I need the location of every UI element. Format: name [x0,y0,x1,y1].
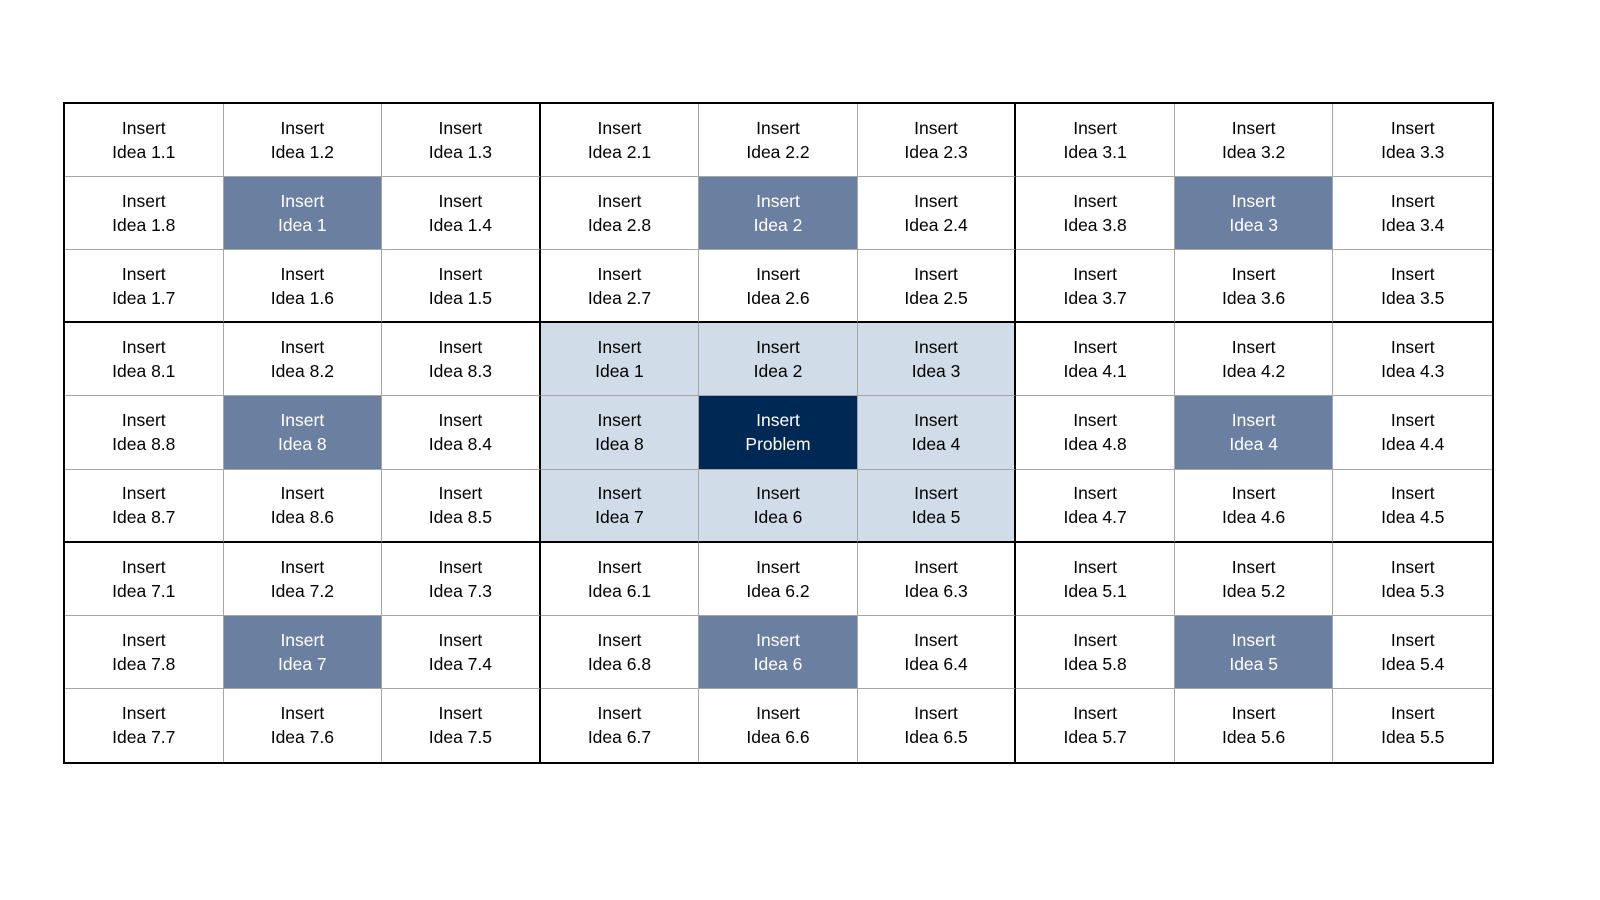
sub-idea-cell[interactable] [224,470,383,543]
sub-idea-cell[interactable] [858,104,1017,177]
sub-idea-cell[interactable] [699,250,858,323]
cell-label-line1: Insert [1231,337,1276,358]
cell-label-line2: Idea 8.8 [112,434,176,455]
cell-label-line2: Idea 4.4 [1381,434,1445,455]
cell-label-line1: Insert [438,118,483,139]
cell-label-line1: Insert [597,410,642,431]
cell-label-line1: Insert [597,629,642,650]
center-idea-cell[interactable] [858,470,1017,543]
cell-label-line2: Idea 6 [753,507,803,528]
cell-label-line1: Insert [1073,410,1117,431]
cell-label-line1: Insert [597,263,642,284]
main-idea-cell[interactable] [699,616,858,689]
cell-label-line1: Insert [756,263,800,284]
sub-idea-cell[interactable] [1333,470,1492,543]
cell-label-line1: Insert [1231,483,1276,504]
main-idea-cell[interactable] [1175,177,1334,250]
cell-label-line1: Insert [914,410,958,431]
cell-label-line1: Insert [121,556,166,577]
cell-label-line1: Insert [914,263,958,284]
cell-label-line2: Idea 6.6 [746,727,810,748]
cell-label-line1: Insert [1231,703,1276,724]
cell-label-line1: Insert [438,410,483,431]
cell-label-line1: Insert [438,629,483,650]
sub-idea-cell[interactable] [1333,323,1492,396]
cell-label-line2: Idea 3.4 [1381,215,1445,236]
cell-label-line1: Insert [1231,191,1276,212]
cell-label-line1: Insert [280,337,325,358]
cell-label-line2: Idea 1.8 [112,215,176,236]
cell-label-line1: Insert [280,118,325,139]
cell-label-line2: Idea 3 [911,361,961,382]
cell-label-line1: Insert [1390,629,1435,650]
cell-label-line1: Insert [121,263,166,284]
cell-label-line1: Insert [1390,483,1435,504]
center-idea-cell[interactable] [699,323,858,396]
sub-idea-cell[interactable] [65,616,224,689]
cell-label-line1: Insert [280,629,325,650]
cell-label-line1: Insert [1231,629,1276,650]
cell-label-line1: Insert [1390,118,1435,139]
cell-label-line1: Insert [280,263,325,284]
cell-label-line2: Idea 8.6 [270,507,334,528]
main-idea-cell[interactable] [224,396,383,469]
sub-idea-cell[interactable] [65,543,224,616]
cell-label-line2: Idea 2.3 [904,142,968,163]
cell-label-line2: Idea 4.1 [1063,361,1127,382]
cell-label-line1: Insert [914,118,958,139]
sub-idea-cell[interactable] [1333,250,1492,323]
cell-label-line1: Insert [438,556,483,577]
cell-label-line2: Idea 2.4 [904,215,968,236]
sub-idea-cell[interactable] [541,689,700,762]
cell-label-line1: Insert [1390,263,1435,284]
cell-label-line1: Insert [280,556,325,577]
cell-label-line2: Idea 4.2 [1222,361,1286,382]
sub-idea-cell[interactable] [65,470,224,543]
cell-label-line2: Idea 4.6 [1222,507,1286,528]
cell-label-line1: Insert [280,483,325,504]
cell-label-line2: Idea 1 [595,361,644,382]
cell-label-line2: Idea 2 [753,361,803,382]
cell-label-line1: Insert [597,703,642,724]
sub-idea-cell[interactable] [65,104,224,177]
cell-label-line2: Idea 2.5 [904,287,968,308]
cell-label-line1: Insert [597,337,642,358]
cell-label-line2: Idea 7.3 [428,580,492,601]
cell-label-line2: Idea 7.7 [112,727,176,748]
cell-label-line2: Idea 3.1 [1063,142,1127,163]
cell-label-line1: Insert [597,191,642,212]
cell-label-line2: Idea 5.6 [1222,727,1286,748]
cell-label-line1: Insert [1231,263,1276,284]
cell-label-line1: Insert [597,118,642,139]
sub-idea-cell[interactable] [1016,323,1175,396]
cell-label-line2: Idea 6.5 [904,727,968,748]
cell-label-line1: Insert [280,703,325,724]
cell-label-line2: Idea 3.6 [1222,287,1286,308]
cell-label-line2: Idea 8.4 [428,434,492,455]
cell-label-line1: Insert [1073,191,1117,212]
cell-label-line2: Idea 7.2 [270,580,334,601]
sub-idea-cell[interactable] [1333,396,1492,469]
cell-label-line2: Idea 5.7 [1063,727,1127,748]
sub-idea-cell[interactable] [382,396,541,469]
cell-label-line2: Idea 1.5 [428,287,492,308]
cell-label-line2: Idea 3.8 [1063,215,1127,236]
sub-idea-cell[interactable] [224,689,383,762]
sub-idea-cell[interactable] [1175,104,1334,177]
center-idea-cell[interactable] [541,323,700,396]
cell-label-line2: Idea 6.4 [904,653,968,674]
cell-label-line2: Idea 2.7 [587,287,652,308]
sub-idea-cell[interactable] [858,177,1017,250]
sub-idea-cell[interactable] [1016,104,1175,177]
cell-label-line1: Insert [1073,629,1117,650]
cell-label-line2: Idea 4.7 [1063,507,1127,528]
cell-label-line1: Insert [1390,191,1435,212]
cell-label-line1: Insert [597,556,642,577]
sub-idea-cell[interactable] [65,689,224,762]
cell-label-line2: Idea 7.6 [270,727,334,748]
cell-label-line1: Insert [756,410,800,431]
sub-idea-cell[interactable] [65,323,224,396]
sub-idea-cell[interactable] [382,250,541,323]
cell-label-line2: Idea 8.3 [428,361,492,382]
sub-idea-cell[interactable] [541,104,700,177]
cell-label-line1: Insert [438,263,483,284]
cell-label-line2: Idea 8.1 [112,361,176,382]
cell-label-line1: Insert [914,629,958,650]
cell-label-line2: Idea 1 [278,215,327,236]
cell-label-line2: Idea 5.4 [1381,653,1445,674]
cell-label-line1: Insert [756,118,800,139]
cell-label-line2: Idea 1.7 [112,287,176,308]
lotus-blossom-grid [63,102,1494,764]
cell-label-line1: Insert [1390,703,1435,724]
cell-label-line2: Idea 8.2 [270,361,334,382]
sub-idea-cell[interactable] [382,616,541,689]
sub-idea-cell[interactable] [1016,250,1175,323]
cell-label-line1: Insert [1231,118,1276,139]
cell-label-line1: Insert [438,191,483,212]
sub-idea-cell[interactable] [224,323,383,396]
sub-idea-cell[interactable] [382,323,541,396]
cell-label-line1: Insert [121,703,166,724]
cell-label-line2: Idea 1.3 [428,142,492,163]
main-idea-cell[interactable] [1175,396,1334,469]
cell-label-line2: Idea 3.5 [1381,287,1445,308]
sub-idea-cell[interactable] [1016,177,1175,250]
cell-label-line2: Idea 3.7 [1063,287,1127,308]
cell-label-line2: Idea 5 [911,507,961,528]
cell-label-line2: Idea 8.7 [112,507,176,528]
cell-label-line2: Idea 3.3 [1381,142,1445,163]
cell-label-line2: Problem [745,434,811,455]
cell-label-line2: Idea 7 [278,653,327,674]
sub-idea-cell[interactable] [541,177,700,250]
cell-label-line2: Idea 7.4 [428,653,492,674]
cell-label-line1: Insert [914,483,958,504]
sub-idea-cell[interactable] [1333,543,1492,616]
sub-idea-cell[interactable] [382,689,541,762]
sub-idea-cell[interactable] [541,543,700,616]
cell-label-line1: Insert [756,703,800,724]
sub-idea-cell[interactable] [382,470,541,543]
cell-label-line1: Insert [280,191,325,212]
sub-idea-cell[interactable] [65,396,224,469]
cell-label-line1: Insert [597,483,642,504]
cell-label-line1: Insert [1073,337,1117,358]
center-idea-cell[interactable] [699,470,858,543]
cell-label-line1: Insert [121,483,166,504]
cell-label-line2: Idea 5.8 [1063,653,1127,674]
center-idea-cell[interactable] [858,323,1017,396]
cell-label-line1: Insert [121,629,166,650]
cell-label-line2: Idea 7 [595,507,644,528]
cell-label-line1: Insert [1390,556,1435,577]
cell-label-line1: Insert [121,118,166,139]
center-idea-cell[interactable] [858,396,1017,469]
sub-idea-cell[interactable] [382,177,541,250]
sub-idea-cell[interactable] [858,250,1017,323]
cell-label-line2: Idea 8.5 [428,507,492,528]
cell-label-line2: Idea 4.3 [1381,361,1445,382]
cell-label-line2: Idea 1.4 [428,215,492,236]
cell-label-line2: Idea 6.7 [587,727,652,748]
cell-label-line1: Insert [1390,410,1435,431]
cell-label-line2: Idea 2.8 [587,215,652,236]
sub-idea-cell[interactable] [224,543,383,616]
cell-label-line1: Insert [756,483,800,504]
sub-idea-cell[interactable] [699,104,858,177]
cell-label-line2: Idea 6.1 [587,580,652,601]
cell-label-line1: Insert [121,337,166,358]
sub-idea-cell[interactable] [1175,543,1334,616]
cell-label-line2: Idea 4 [911,434,961,455]
cell-label-line2: Idea 2 [753,215,803,236]
problem-cell[interactable] [699,396,858,469]
cell-label-line1: Insert [756,556,800,577]
sub-idea-cell[interactable] [1333,689,1492,762]
center-idea-cell[interactable] [541,470,700,543]
cell-label-line2: Idea 8 [278,434,327,455]
cell-label-line2: Idea 3 [1229,215,1278,236]
cell-label-line1: Insert [914,337,958,358]
cell-label-line1: Insert [280,410,325,431]
sub-idea-cell[interactable] [1016,470,1175,543]
sub-idea-cell[interactable] [1016,689,1175,762]
cell-label-line2: Idea 8 [595,434,644,455]
cell-label-line2: Idea 7.1 [112,580,176,601]
sub-idea-cell[interactable] [382,543,541,616]
cell-label-line2: Idea 5 [1229,653,1278,674]
sub-idea-cell[interactable] [1333,177,1492,250]
cell-label-line1: Insert [1390,337,1435,358]
cell-label-line2: Idea 1.6 [270,287,334,308]
cell-label-line1: Insert [1073,483,1117,504]
cell-label-line2: Idea 1.1 [112,142,176,163]
cell-label-line2: Idea 5.3 [1381,580,1445,601]
cell-label-line1: Insert [438,703,483,724]
cell-label-line2: Idea 5.2 [1222,580,1286,601]
sub-idea-cell[interactable] [858,616,1017,689]
cell-label-line2: Idea 6.3 [904,580,968,601]
cell-label-line2: Idea 2.1 [587,142,652,163]
cell-label-line1: Insert [1073,118,1117,139]
cell-label-line2: Idea 4 [1229,434,1278,455]
sub-idea-cell[interactable] [858,543,1017,616]
sub-idea-cell[interactable] [699,689,858,762]
sub-idea-cell[interactable] [1333,104,1492,177]
cell-label-line1: Insert [756,629,800,650]
cell-label-line1: Insert [121,410,166,431]
sub-idea-cell[interactable] [1175,689,1334,762]
main-idea-cell[interactable] [224,177,383,250]
sub-idea-cell[interactable] [1016,396,1175,469]
cell-label-line1: Insert [1231,410,1276,431]
main-idea-cell[interactable] [699,177,858,250]
cell-label-line2: Idea 4.5 [1381,507,1445,528]
sub-idea-cell[interactable] [65,177,224,250]
sub-idea-cell[interactable] [858,689,1017,762]
center-idea-cell[interactable] [541,396,700,469]
sub-idea-cell[interactable] [1175,250,1334,323]
main-idea-cell[interactable] [1175,616,1334,689]
sub-idea-cell[interactable] [1016,543,1175,616]
cell-label-line2: Idea 5.5 [1381,727,1445,748]
cell-label-line2: Idea 6.2 [746,580,810,601]
sub-idea-cell[interactable] [224,104,383,177]
cell-label-line1: Insert [756,191,800,212]
sub-idea-cell[interactable] [1016,616,1175,689]
cell-label-line1: Insert [914,556,958,577]
sub-idea-cell[interactable] [1175,323,1334,396]
cell-label-line2: Idea 5.1 [1063,580,1127,601]
cell-label-line1: Insert [914,703,958,724]
cell-label-line1: Insert [1231,556,1276,577]
sub-idea-cell[interactable] [65,250,224,323]
cell-label-line2: Idea 7.5 [428,727,492,748]
cell-label-line1: Insert [1073,556,1117,577]
sub-idea-cell[interactable] [224,250,383,323]
cell-label-line2: Idea 2.2 [746,142,810,163]
cell-label-line2: Idea 6.8 [587,653,652,674]
cell-label-line2: Idea 2.6 [746,287,810,308]
sub-idea-cell[interactable] [699,543,858,616]
main-idea-cell[interactable] [224,616,383,689]
cell-label-line2: Idea 3.2 [1222,142,1286,163]
sub-idea-cell[interactable] [541,616,700,689]
cell-label-line1: Insert [1073,703,1117,724]
sub-idea-cell[interactable] [382,104,541,177]
sub-idea-cell[interactable] [541,250,700,323]
cell-label-line1: Insert [914,191,958,212]
sub-idea-cell[interactable] [1175,470,1334,543]
cell-label-line2: Idea 7.8 [112,653,176,674]
cell-label-line1: Insert [121,191,166,212]
cell-label-line2: Idea 1.2 [270,142,334,163]
cell-label-line2: Idea 4.8 [1063,434,1127,455]
cell-label-line1: Insert [756,337,800,358]
cell-label-line1: Insert [438,483,483,504]
cell-label-line2: Idea 6 [753,653,803,674]
cell-label-line1: Insert [438,337,483,358]
cell-label-line1: Insert [1073,263,1117,284]
sub-idea-cell[interactable] [1333,616,1492,689]
